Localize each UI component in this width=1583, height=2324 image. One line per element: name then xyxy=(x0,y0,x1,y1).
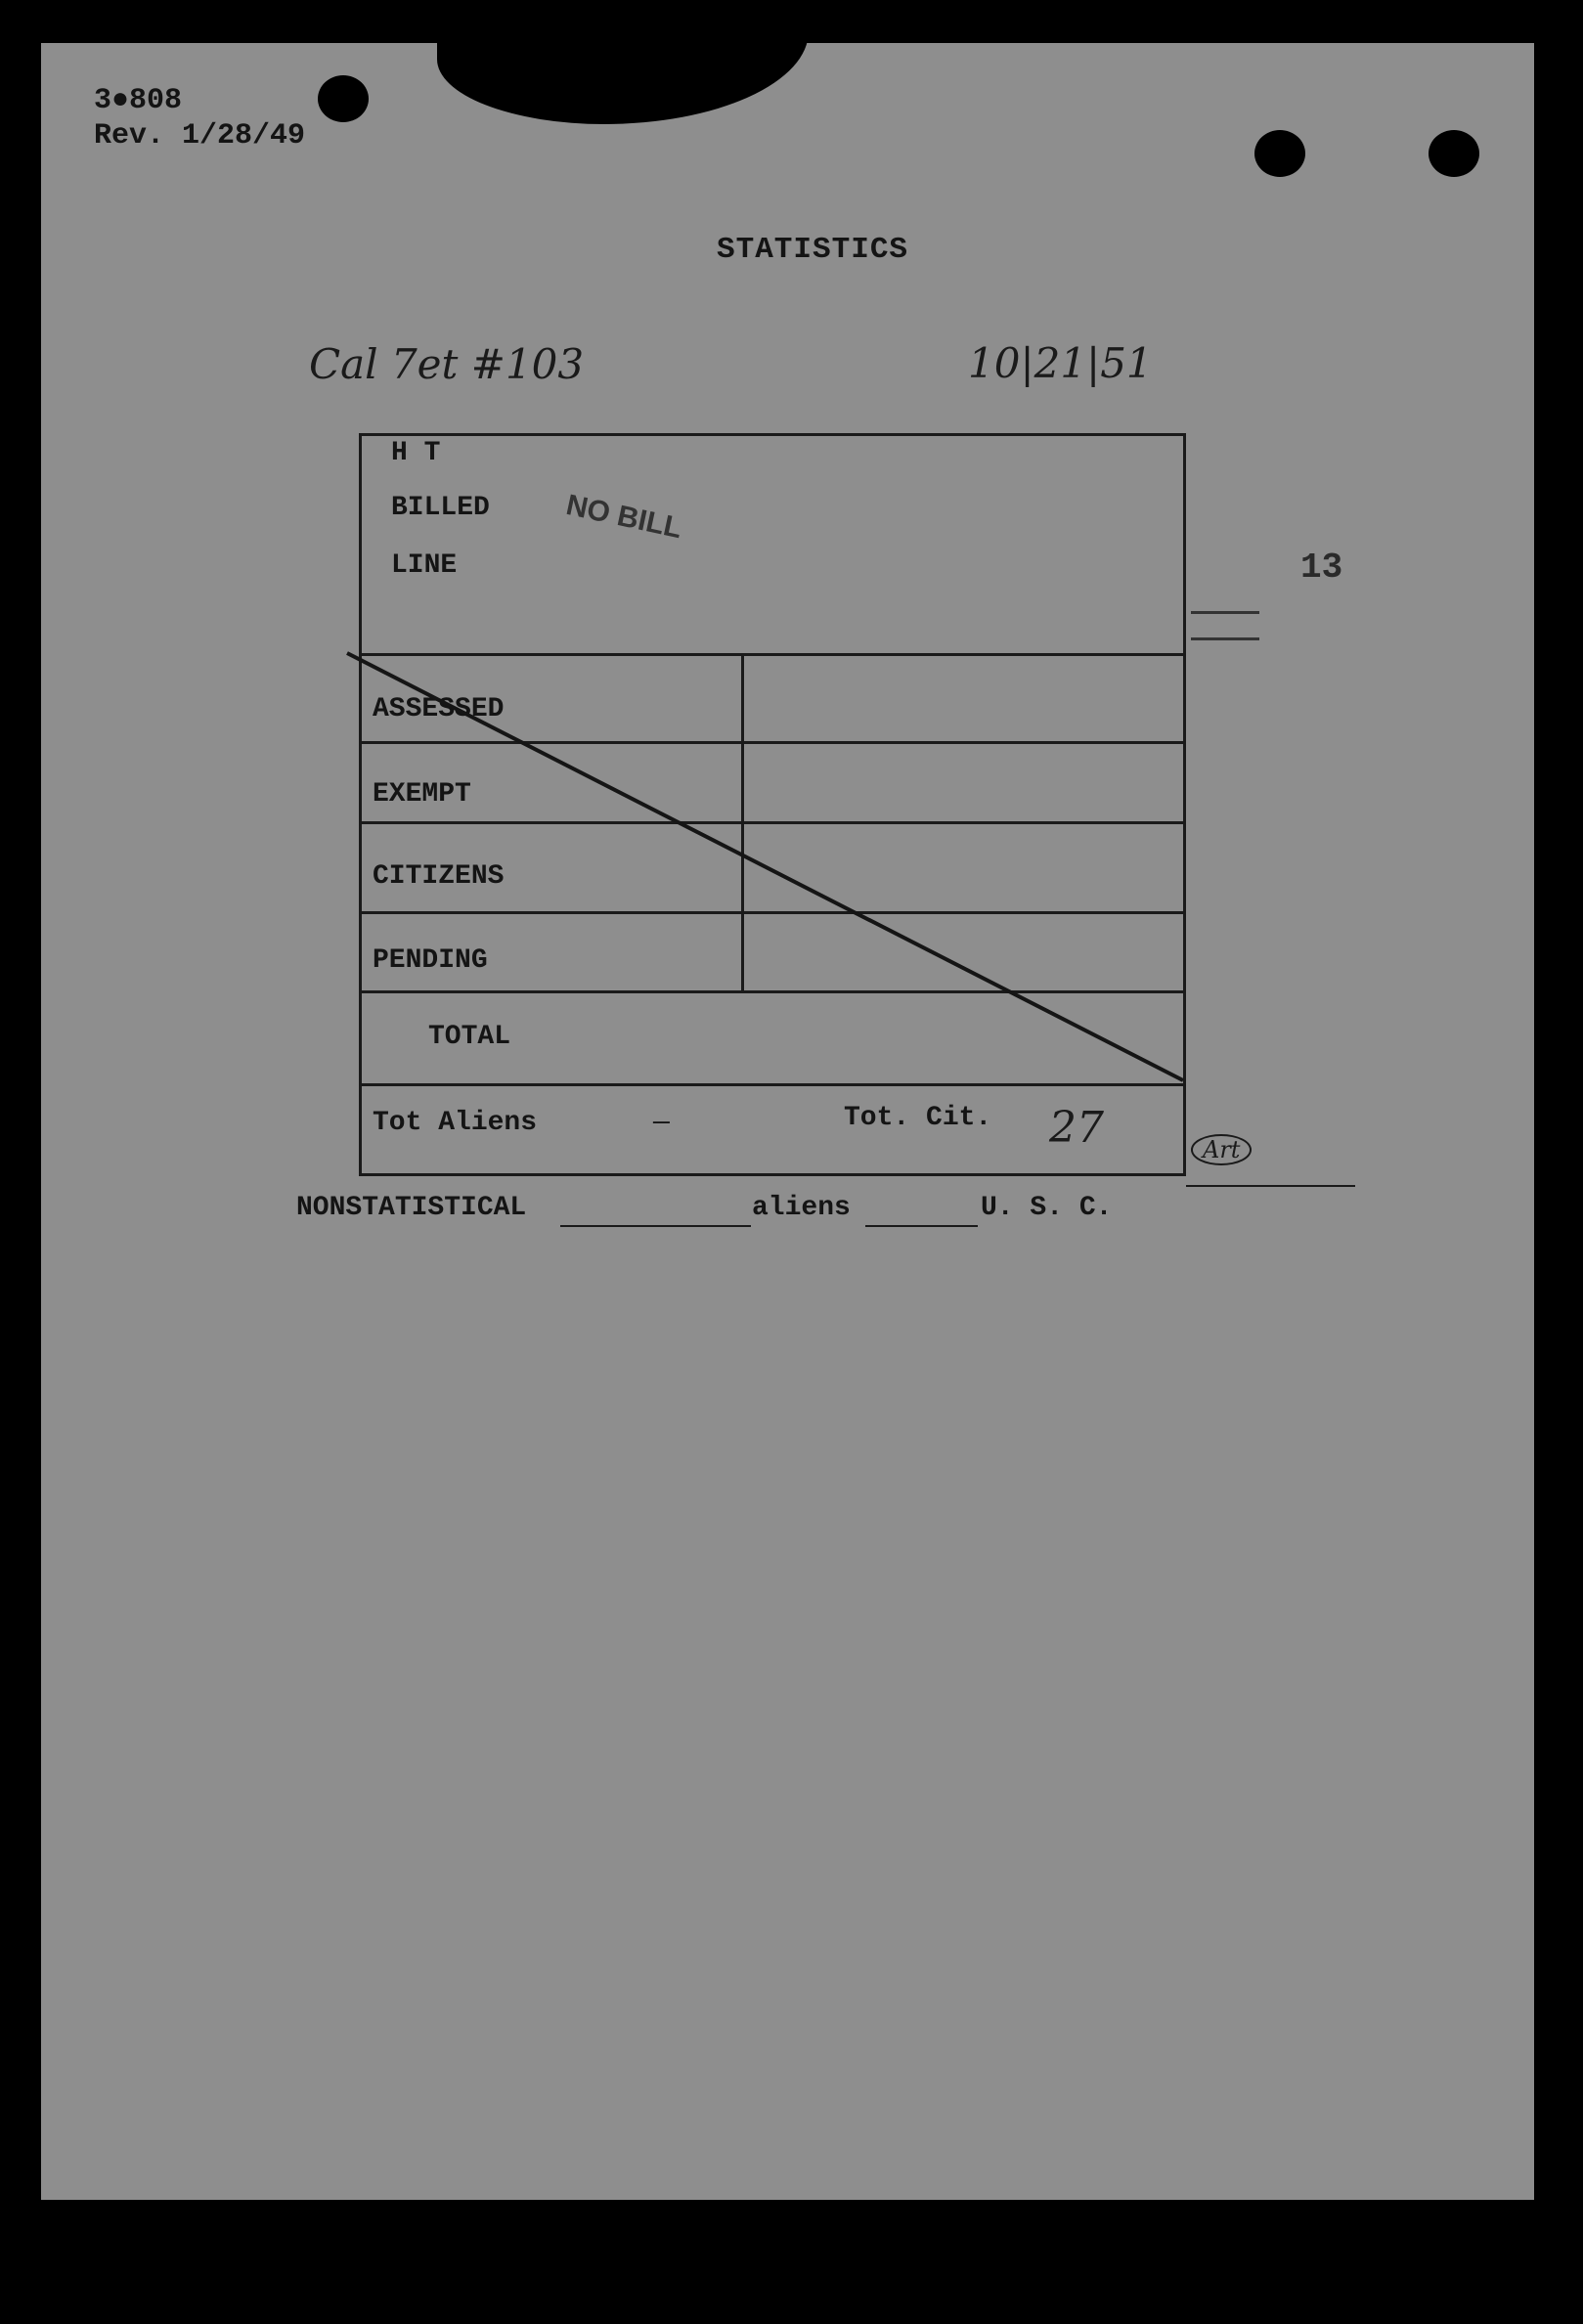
row-label-assessed: ASSESSED xyxy=(373,694,505,724)
nonstat-aliens-label: aliens xyxy=(752,1193,851,1223)
tot-aliens-label: Tot Aliens xyxy=(373,1108,538,1138)
top-line-billed: BILLED xyxy=(391,493,490,523)
total-label: TOTAL xyxy=(428,1022,511,1052)
nonstatistical-line xyxy=(296,1193,526,1223)
form-revision: Rev. 1/28/49 xyxy=(94,119,306,153)
row-label-citizens: CITIZENS xyxy=(373,861,505,892)
form-title: STATISTICS xyxy=(717,233,909,267)
aliens-blank-line xyxy=(865,1225,978,1227)
form-number: 3●808 xyxy=(94,84,183,117)
row-label-pending: PENDING xyxy=(373,945,488,976)
tot-aliens-value: — xyxy=(653,1108,670,1138)
tot-cit-value: 27 xyxy=(1049,1103,1104,1153)
tot-cit-label: Tot. Cit. xyxy=(844,1103,992,1133)
handwritten-date: 10|21|51 xyxy=(968,339,1153,387)
top-line-ht: H T xyxy=(391,438,441,468)
margin-number: 13 xyxy=(1300,548,1343,588)
nonstat-usc-label: U. S. C. xyxy=(981,1193,1113,1223)
row-label-exempt: EXEMPT xyxy=(373,779,471,810)
nonstat-blank-line xyxy=(560,1225,751,1227)
handwritten-initials: Art xyxy=(1191,1134,1252,1165)
top-line-line: LINE xyxy=(391,550,458,581)
nonstat-label: NONSTATISTICAL xyxy=(296,1193,527,1223)
no-bill-stamp: NO BILL xyxy=(563,489,685,546)
handwritten-reference: Cal 7et #103 xyxy=(309,340,585,388)
